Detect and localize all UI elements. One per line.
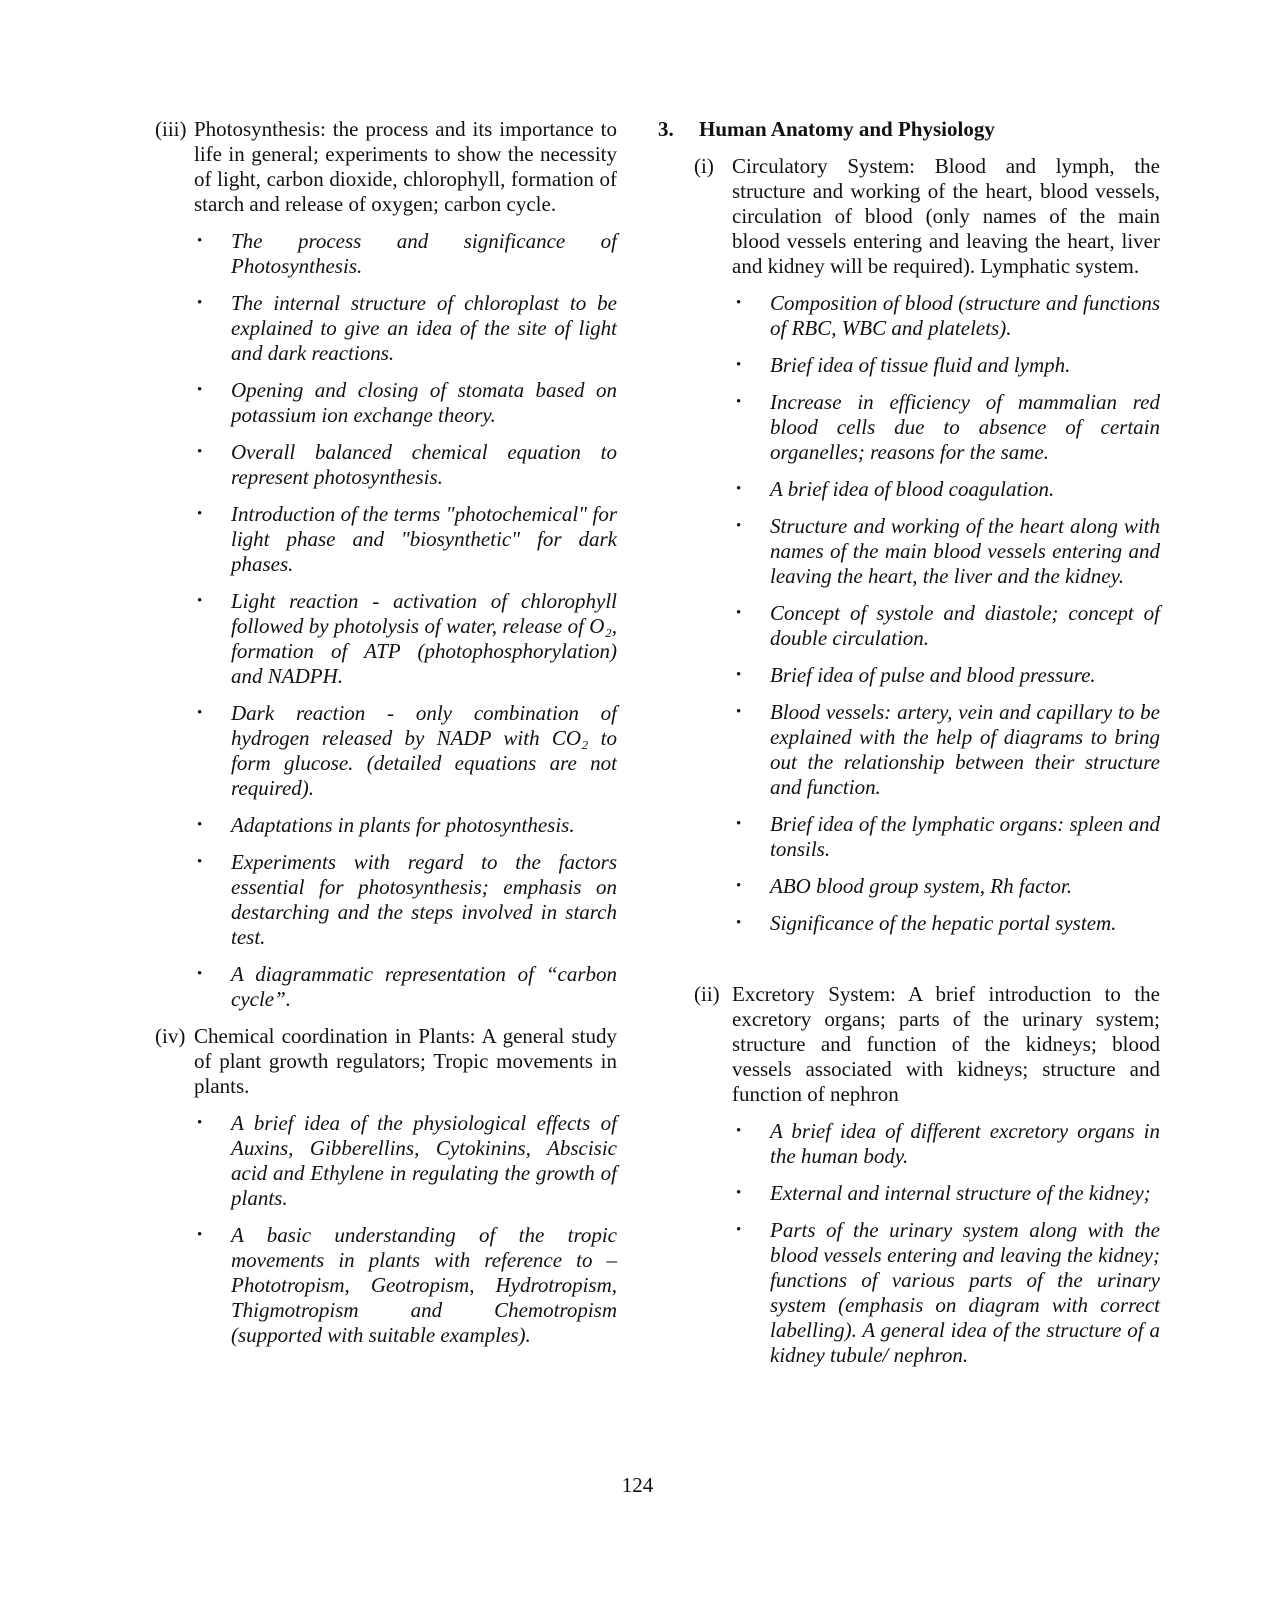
item-iv-text: Chemical coordination in Plants: A general study of plant growth regulators; Tropic movements in plants. xyxy=(194,1024,617,1098)
bullet-icon: • xyxy=(197,382,203,398)
bullet-item: • A brief idea of the physiological effects of Auxins, Gibberellins, Cytokinins, Abscisic acid and Ethylene in regulating the growth of plants. xyxy=(197,1111,617,1210)
bullet-item: • Blood vessels: artery, vein and capillary to be explained with the help of diagrams to bring out the relationship between their structure and function. xyxy=(736,700,1160,799)
bullet-icon: • xyxy=(736,667,742,683)
bullet-icon: • xyxy=(197,817,203,833)
item-iii-number: (iii) xyxy=(155,117,187,141)
left-column xyxy=(155,117,617,1360)
bullet-icon: • xyxy=(197,705,203,721)
bullet-icon: • xyxy=(736,915,742,931)
bullet-item: • Brief idea of pulse and blood pressure. xyxy=(736,663,1096,687)
item-iv-chemical-coordination xyxy=(155,1024,617,1099)
bullet-item: • Introduction of the terms "photochemical" for light phase and "biosynthetic" for dark phases. xyxy=(197,502,617,576)
bullet-icon: • xyxy=(197,1115,203,1131)
bullet-item: • Significance of the hepatic portal system. xyxy=(736,911,1117,935)
item-ii-number: (ii) xyxy=(694,982,720,1006)
right-column xyxy=(658,117,1160,1380)
item-iv-number: (iv) xyxy=(155,1024,186,1048)
item-i-number: (i) xyxy=(694,154,714,178)
item-iii-bullet-list xyxy=(155,229,617,1012)
item-ii-bullet-list xyxy=(658,1119,1160,1368)
bullet-icon: • xyxy=(736,1185,742,1201)
bullet-icon: • xyxy=(197,1227,203,1243)
bullet-item: • Structure and working of the heart along with names of the main blood vessels entering and leaving the heart, the liver and the kidney. xyxy=(736,514,1160,588)
bullet-icon: • xyxy=(736,394,742,410)
bullet-item: • Parts of the urinary system along with the blood vessels entering and leaving the kidney; functions of various parts of the urinary system (emphasis on diagram with correct labelling). A general idea of the structure of a kidney tubule/ nephron. xyxy=(736,1218,1160,1367)
page-number: 124 xyxy=(621,1473,654,1497)
bullet-item: • The internal structure of chloroplast to be explained to give an idea of the site of light and dark reactions. xyxy=(197,291,617,365)
bullet-item: • The process and significance of Photosynthesis. xyxy=(197,229,617,278)
bullet-item: • A basic understanding of the tropic movements in plants with reference to – Phototropism, Geotropism, Hydrotropism, Thigmotropism and Chemotropism (supported with suitable examples). xyxy=(197,1223,617,1347)
bullet-item: • Brief idea of the lymphatic organs: spleen and tonsils. xyxy=(736,812,1160,861)
bullet-icon: • xyxy=(736,605,742,621)
bullet-item: • Experiments with regard to the factors essential for photosynthesis; emphasis on destarching and the steps involved in starch test. xyxy=(197,850,617,949)
bullet-item: • Overall balanced chemical equation to represent photosynthesis. xyxy=(197,440,617,489)
bullet-item: • ABO blood group system, Rh factor. xyxy=(736,874,1072,898)
bullet-item: • A brief idea of blood coagulation. xyxy=(736,477,1055,501)
bullet-icon: • xyxy=(197,593,203,609)
section-heading xyxy=(658,117,1160,142)
bullet-icon: • xyxy=(736,357,742,373)
bullet-item: • A diagrammatic representation of “carbon cycle”. xyxy=(197,962,617,1011)
bullet-icon: • xyxy=(736,481,742,497)
bullet-icon: • xyxy=(197,854,203,870)
item-iii-text: Photosynthesis: the process and its importance to life in general; experiments to show the necessity of light, carbon dioxide, chlorophyll, formation of starch and release of oxygen; carbon cycle. xyxy=(194,117,617,216)
item-i-bullet-list xyxy=(658,291,1160,936)
section-title: Human Anatomy and Physiology xyxy=(699,117,995,141)
bullet-icon: • xyxy=(197,966,203,982)
bullet-item: • Concept of systole and diastole; concept of double circulation. xyxy=(736,601,1160,650)
bullet-icon: • xyxy=(197,444,203,460)
bullet-icon: • xyxy=(736,1222,742,1238)
item-ii-excretory-system xyxy=(658,982,1160,1107)
bullet-icon: • xyxy=(736,1123,742,1139)
bullet-item: • Brief idea of tissue fluid and lymph. xyxy=(736,353,1071,377)
bullet-item: • Dark reaction - only combination of hydrogen released by NADP with CO₂ to form glucose. (detailed equations are not required). xyxy=(197,701,617,800)
item-iv-bullet-list xyxy=(155,1111,617,1348)
bullet-item: • External and internal structure of the kidney; xyxy=(736,1181,1151,1205)
item-i-text: Circulatory System: Blood and lymph, the structure and working of the heart, blood vessels, circulation of blood (only names of the main blood vessels entering and leaving the heart, liver and kidney will be required). Lymphatic system. xyxy=(732,154,1160,278)
bullet-icon: • xyxy=(197,295,203,311)
bullet-icon: • xyxy=(736,878,742,894)
bullet-item: • Opening and closing of stomata based on potassium ion exchange theory. xyxy=(197,378,617,427)
item-iii-photosynthesis xyxy=(155,117,617,217)
bullet-icon: • xyxy=(197,233,203,249)
bullet-item: • A brief idea of different excretory organs in the human body. xyxy=(736,1119,1160,1168)
bullet-item: • Composition of blood (structure and functions of RBC, WBC and platelets). xyxy=(736,291,1160,340)
item-ii-text: Excretory System: A brief introduction to the excretory organs; parts of the urinary system; structure and function of the kidneys; blood vessels associated with kidneys; structure and function of nephron xyxy=(732,982,1160,1106)
bullet-item: • Adaptations in plants for photosynthesis. xyxy=(197,813,575,837)
bullet-item: • Increase in efficiency of mammalian red blood cells due to absence of certain organelles; reasons for the same. xyxy=(736,390,1160,464)
bullet-icon: • xyxy=(736,704,742,720)
bullet-item: • Light reaction - activation of chlorophyll followed by photolysis of water, release of O₂, formation of ATP (photophosphorylation) and NADPH. xyxy=(197,589,617,688)
item-i-circulatory-system xyxy=(658,154,1160,279)
bullet-icon: • xyxy=(736,816,742,832)
bullet-icon: • xyxy=(736,295,742,311)
section-number: 3. xyxy=(658,117,674,141)
bullet-icon: • xyxy=(736,518,742,534)
bullet-icon: • xyxy=(197,506,203,522)
